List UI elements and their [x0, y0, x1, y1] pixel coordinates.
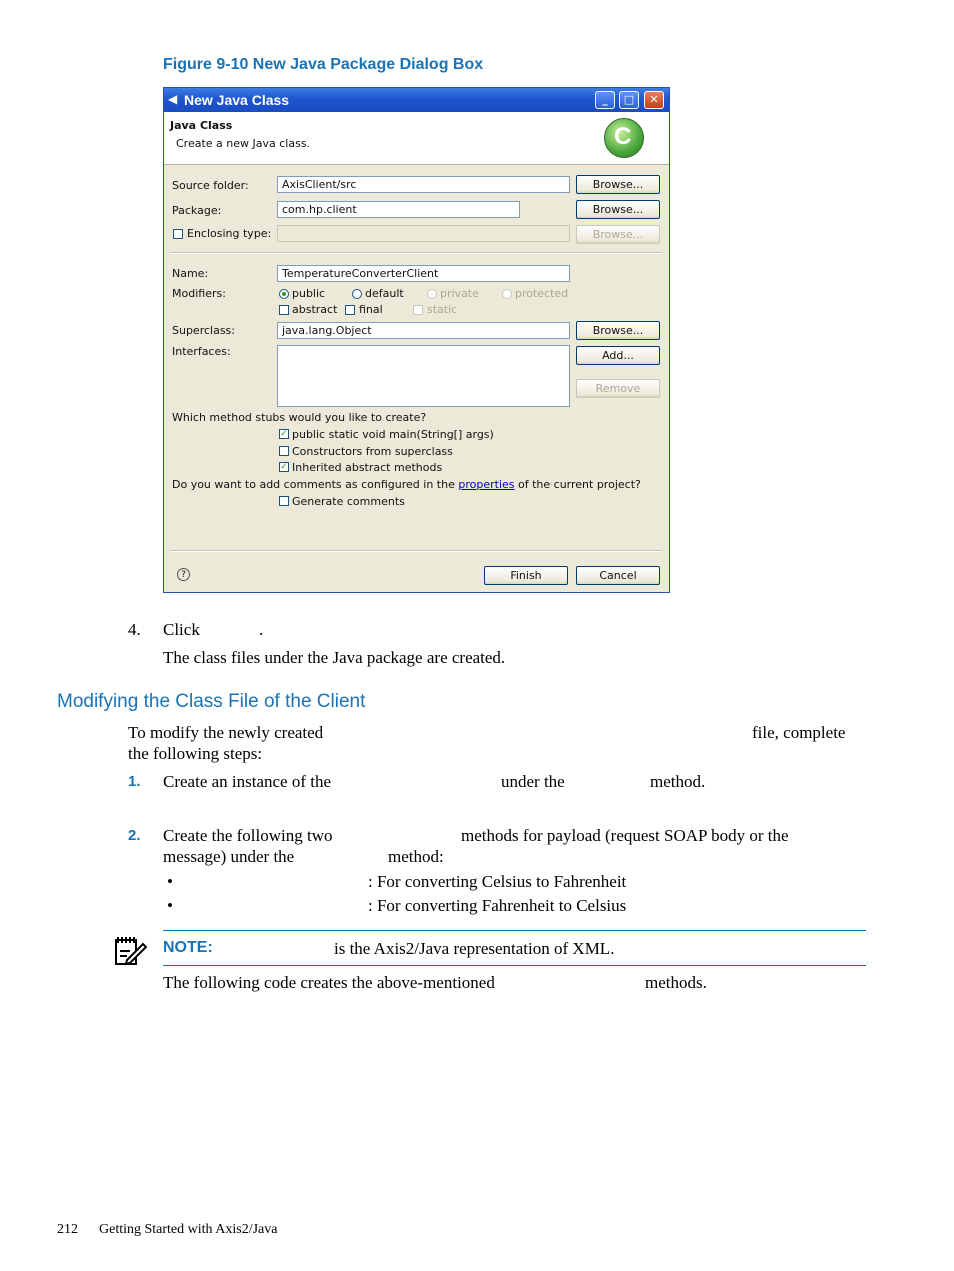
separator [170, 252, 662, 254]
properties-link[interactable]: properties [458, 478, 515, 491]
browse-enclosing-type-button[interactable]: Browse... [576, 225, 660, 244]
help-icon[interactable]: ? [177, 568, 190, 581]
superclass-field[interactable]: java.lang.Object [277, 322, 570, 339]
abstract-label: abstract [292, 303, 338, 316]
step-2-text-c: message) under the [163, 847, 295, 866]
minimize-icon[interactable]: _ [595, 91, 615, 109]
superclass-label: Superclass: [172, 324, 235, 337]
static-label: static [427, 303, 458, 316]
page-footer [57, 1222, 277, 1238]
package-field[interactable]: com.hp.client [277, 201, 520, 218]
remove-interface-button[interactable]: Remove [576, 379, 660, 398]
protected-radio[interactable] [502, 289, 512, 299]
step-2-text-a: Create the following two [163, 826, 333, 845]
footer-title: Getting Started with Axis2/Java [99, 1222, 278, 1237]
section-heading: Modifying the Class File of the Client [57, 691, 366, 712]
step-2-text-d: method: [388, 847, 444, 866]
step-4-number: 4. [128, 620, 141, 639]
final-label: final [359, 303, 383, 316]
intro-text-b: file, complete [752, 723, 846, 742]
default-label: default [365, 287, 404, 300]
enclosing-type-label: Enclosing type: [187, 227, 272, 240]
step-2-text-b: methods for payload (request SOAP body or the [461, 826, 789, 845]
step-1-text-c: method. [650, 772, 706, 791]
source-folder-field[interactable]: AxisClient/src [277, 176, 570, 193]
inherited-stub-checkbox[interactable]: ✓ [280, 462, 288, 472]
new-class-wizard-icon: C [604, 118, 644, 158]
generate-comments-label: Generate comments [292, 495, 405, 508]
app-icon: ◀ [168, 92, 178, 106]
modifiers-label: Modifiers: [172, 287, 226, 300]
bullet-1-text: : For converting Celsius to Fahrenheit [368, 872, 627, 891]
comments-question-text: Do you want to add comments as configured in the [172, 478, 455, 491]
banner-subtitle: Create a new Java class. [176, 137, 311, 150]
browse-source-folder-button[interactable]: Browse... [576, 175, 660, 194]
step-1-text-b: under the [501, 772, 565, 791]
default-radio[interactable] [352, 289, 362, 299]
package-label: Package: [172, 204, 222, 217]
constructors-stub-label: Constructors from superclass [292, 445, 453, 458]
public-radio[interactable] [279, 289, 289, 299]
new-java-class-dialog [163, 87, 670, 593]
main-stub-label: public static void main(String[] args) [292, 428, 494, 441]
intro-text-c: the following steps: [128, 744, 263, 763]
note-top-rule [163, 930, 866, 931]
dialog-title: New Java Class [184, 92, 290, 108]
cancel-button[interactable]: Cancel [576, 566, 660, 585]
generate-comments-checkbox[interactable] [279, 496, 289, 506]
bullet-1-marker: • [167, 872, 173, 891]
note-text: is the Axis2/Java representation of XML. [334, 939, 615, 958]
browse-superclass-button[interactable]: Browse... [576, 321, 660, 340]
enclosing-type-field[interactable] [277, 225, 570, 242]
dialog-titlebar [164, 88, 669, 112]
bullet-2-marker: • [167, 896, 173, 915]
abstract-checkbox[interactable] [279, 305, 289, 315]
close-icon[interactable]: ✕ [644, 91, 664, 109]
intro-text-a: To modify the newly created [128, 723, 324, 742]
step-1-number: 1. [128, 773, 141, 790]
enclosing-type-checkbox[interactable] [173, 229, 183, 239]
step-4-result: The class files under the Java package are created. [163, 648, 506, 667]
footer-separator [170, 550, 662, 552]
source-folder-label: Source folder: [172, 179, 249, 192]
finish-button[interactable]: Finish [484, 566, 568, 585]
note-label: NOTE: [163, 939, 213, 956]
interfaces-label: Interfaces: [172, 345, 231, 358]
banner-title: Java Class [170, 119, 233, 132]
closing-text-a: The following code creates the above-mentioned [163, 973, 495, 992]
browse-package-button[interactable]: Browse... [576, 200, 660, 219]
inherited-stub-label: Inherited abstract methods [292, 461, 443, 474]
static-checkbox[interactable] [413, 305, 423, 315]
private-label: private [440, 287, 479, 300]
note-icon [113, 935, 147, 967]
comments-question [172, 478, 641, 491]
public-label: public [292, 287, 326, 300]
stubs-question: Which method stubs would you like to create? [172, 411, 427, 424]
step-4-period: . [259, 620, 264, 639]
private-radio[interactable] [427, 289, 437, 299]
page-number: 212 [57, 1222, 78, 1237]
step-2-number: 2. [128, 827, 141, 844]
note-bottom-rule [163, 965, 866, 966]
step-1-text-a: Create an instance of the [163, 772, 332, 791]
comments-question-tail: of the current project? [518, 478, 641, 491]
dialog-banner [164, 112, 669, 165]
figure-caption: Figure 9-10 New Java Package Dialog Box [163, 56, 484, 73]
constructors-stub-checkbox[interactable] [279, 446, 289, 456]
interfaces-list[interactable] [277, 345, 570, 407]
bullet-2-text: : For converting Fahrenheit to Celsius [368, 896, 627, 915]
closing-text-b: methods. [645, 973, 707, 992]
name-field[interactable]: TemperatureConverterClient [277, 265, 570, 282]
add-interface-button[interactable]: Add... [576, 346, 660, 365]
main-stub-checkbox[interactable]: ✓ [280, 429, 288, 439]
step-4-text: Click [163, 620, 200, 639]
final-checkbox[interactable] [345, 305, 355, 315]
maximize-icon[interactable]: □ [619, 91, 639, 109]
name-label: Name: [172, 267, 209, 280]
protected-label: protected [515, 287, 569, 300]
